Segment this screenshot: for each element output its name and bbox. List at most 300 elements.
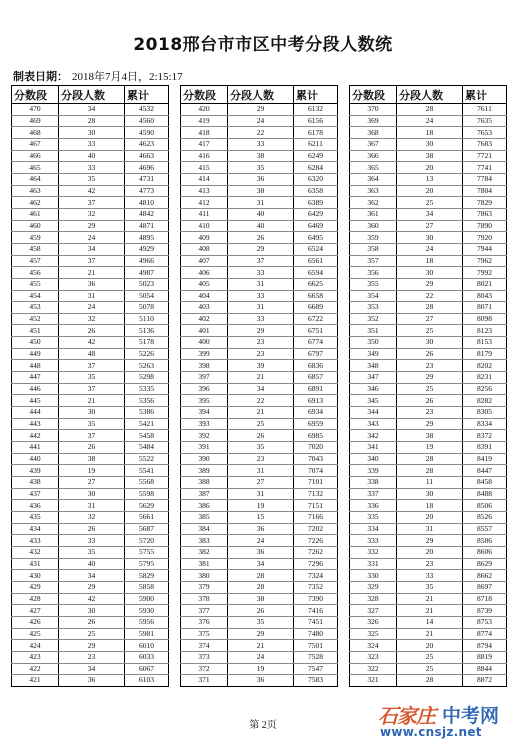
- cumulative-cell: 7202: [294, 523, 338, 535]
- band-count-cell: 25: [228, 418, 294, 430]
- band-count-cell: 40: [59, 558, 125, 570]
- band-count-cell: 28: [397, 465, 463, 477]
- band-count-cell: 20: [397, 511, 463, 523]
- cumulative-cell: 6284: [294, 162, 338, 174]
- cumulative-cell: 5829: [125, 570, 169, 582]
- cumulative-cell: 8098: [463, 313, 507, 325]
- score-band-cell: 399: [181, 348, 228, 360]
- band-count-cell: 18: [397, 255, 463, 267]
- cumulative-cell: 4590: [125, 127, 169, 139]
- band-count-cell: 30: [59, 605, 125, 617]
- table-row: [181, 150, 338, 162]
- band-count-cell: 33: [228, 313, 294, 325]
- cumulative-cell: 8372: [463, 430, 507, 442]
- band-count-cell: 23: [228, 337, 294, 349]
- cumulative-cell: 4842: [125, 208, 169, 220]
- table-row: [12, 418, 169, 430]
- cumulative-cell: 7132: [294, 488, 338, 500]
- table-row: [181, 546, 338, 558]
- band-count-cell: 30: [59, 127, 125, 139]
- cumulative-cell: 6985: [294, 430, 338, 442]
- band-count-cell: 29: [228, 325, 294, 337]
- band-count-cell: 29: [59, 640, 125, 652]
- table-row: [12, 348, 169, 360]
- score-band-cell: 426: [12, 616, 59, 628]
- table-row: [181, 628, 338, 640]
- band-count-cell: 38: [397, 430, 463, 442]
- score-band-cell: 432: [12, 546, 59, 558]
- score-band-cell: 380: [181, 570, 228, 582]
- table-row: [12, 337, 169, 349]
- score-band-cell: 452: [12, 313, 59, 325]
- table-row: [12, 442, 169, 454]
- band-count-cell: 38: [228, 185, 294, 197]
- table-row: [350, 593, 507, 605]
- cumulative-cell: 7416: [294, 605, 338, 617]
- table-row: [181, 616, 338, 628]
- cumulative-cell: 7020: [294, 442, 338, 454]
- cumulative-cell: 7262: [294, 546, 338, 558]
- band-count-cell: 37: [59, 255, 125, 267]
- cumulative-cell: 6429: [294, 208, 338, 220]
- cumulative-cell: 7721: [463, 150, 507, 162]
- table-row: [181, 675, 338, 687]
- cumulative-cell: 8606: [463, 546, 507, 558]
- cumulative-cell: 6689: [294, 302, 338, 314]
- score-table-2: [180, 85, 338, 687]
- table-row: [181, 593, 338, 605]
- score-band-cell: 355: [350, 278, 397, 290]
- band-count-cell: 32: [59, 313, 125, 325]
- band-count-cell: 37: [59, 383, 125, 395]
- score-band-cell: 390: [181, 453, 228, 465]
- table-row: [12, 581, 169, 593]
- cumulative-cell: 4987: [125, 267, 169, 279]
- score-band-cell: 357: [350, 255, 397, 267]
- table-row: [181, 337, 338, 349]
- band-count-cell: 27: [59, 477, 125, 489]
- table-row: [350, 395, 507, 407]
- score-band-cell: 346: [350, 383, 397, 395]
- band-count-cell: 22: [397, 290, 463, 302]
- cumulative-cell: 5687: [125, 523, 169, 535]
- table-row: [12, 138, 169, 150]
- band-count-cell: 24: [59, 302, 125, 314]
- table-row: [350, 243, 507, 255]
- band-count-cell: 40: [228, 220, 294, 232]
- table-row: [350, 173, 507, 185]
- score-band-cell: 425: [12, 628, 59, 640]
- table-row: [350, 127, 507, 139]
- score-band-cell: 364: [350, 173, 397, 185]
- score-band-cell: 354: [350, 290, 397, 302]
- table-row: [12, 173, 169, 185]
- table-row: [350, 290, 507, 302]
- table-row: [350, 302, 507, 314]
- cumulative-cell: 6959: [294, 418, 338, 430]
- band-count-cell: 42: [59, 185, 125, 197]
- cumulative-cell: 7741: [463, 162, 507, 174]
- score-band-cell: 382: [181, 546, 228, 558]
- cumulative-cell: 7583: [294, 675, 338, 687]
- table-row: [350, 477, 507, 489]
- score-band-cell: 373: [181, 651, 228, 663]
- table-row: [12, 523, 169, 535]
- band-count-cell: 34: [59, 104, 125, 116]
- header-score-band: 分数段: [12, 86, 59, 104]
- score-band-cell: 413: [181, 185, 228, 197]
- band-count-cell: 37: [59, 360, 125, 372]
- score-band-cell: 381: [181, 558, 228, 570]
- table-row: [350, 465, 507, 477]
- cumulative-cell: 4663: [125, 150, 169, 162]
- score-band-cell: 365: [350, 162, 397, 174]
- score-band-cell: 394: [181, 407, 228, 419]
- score-band-cell: 391: [181, 442, 228, 454]
- table-row: [181, 278, 338, 290]
- table-row: [12, 325, 169, 337]
- cumulative-cell: 7324: [294, 570, 338, 582]
- band-count-cell: 34: [228, 558, 294, 570]
- band-count-cell: 35: [228, 442, 294, 454]
- score-table-3: [349, 85, 507, 687]
- cumulative-cell: 5900: [125, 593, 169, 605]
- score-band-cell: 415: [181, 162, 228, 174]
- score-band-cell: 460: [12, 220, 59, 232]
- score-band-cell: 327: [350, 605, 397, 617]
- table-row: [350, 407, 507, 419]
- band-count-cell: 26: [228, 232, 294, 244]
- band-count-cell: 20: [397, 640, 463, 652]
- report-date: [13, 68, 183, 84]
- band-count-cell: 19: [59, 465, 125, 477]
- cumulative-cell: 5263: [125, 360, 169, 372]
- band-count-cell: 48: [59, 348, 125, 360]
- table-row: [181, 663, 338, 675]
- score-band-cell: 408: [181, 243, 228, 255]
- table-row: [350, 348, 507, 360]
- band-count-cell: 34: [59, 663, 125, 675]
- cumulative-cell: 6033: [125, 651, 169, 663]
- score-band-cell: 456: [12, 267, 59, 279]
- cumulative-cell: 5930: [125, 605, 169, 617]
- score-band-cell: 377: [181, 605, 228, 617]
- score-band-cell: 333: [350, 535, 397, 547]
- table-row: [12, 127, 169, 139]
- table-row: [350, 535, 507, 547]
- band-count-cell: 35: [228, 162, 294, 174]
- band-count-cell: 30: [397, 138, 463, 150]
- score-band-cell: 372: [181, 663, 228, 675]
- cumulative-cell: 6797: [294, 348, 338, 360]
- score-band-cell: 396: [181, 383, 228, 395]
- score-band-cell: 325: [350, 628, 397, 640]
- score-band-cell: 329: [350, 581, 397, 593]
- cumulative-cell: 8391: [463, 442, 507, 454]
- table-row: [181, 500, 338, 512]
- score-band-cell: 343: [350, 418, 397, 430]
- score-band-cell: 360: [350, 220, 397, 232]
- score-band-cell: 428: [12, 593, 59, 605]
- band-count-cell: 18: [397, 127, 463, 139]
- band-count-cell: 38: [228, 593, 294, 605]
- table-row: [12, 488, 169, 500]
- watermark-brand: 中考网: [442, 705, 500, 727]
- cumulative-cell: 8305: [463, 407, 507, 419]
- score-band-cell: 386: [181, 500, 228, 512]
- band-count-cell: 40: [59, 150, 125, 162]
- band-count-cell: 35: [59, 546, 125, 558]
- cumulative-cell: 6891: [294, 383, 338, 395]
- band-count-cell: 27: [397, 313, 463, 325]
- table-row: [12, 115, 169, 127]
- band-count-cell: 28: [59, 115, 125, 127]
- band-count-cell: 33: [59, 138, 125, 150]
- band-count-cell: 33: [228, 138, 294, 150]
- band-count-cell: 25: [397, 197, 463, 209]
- band-count-cell: 25: [397, 325, 463, 337]
- band-count-cell: 27: [228, 477, 294, 489]
- table-row: [181, 558, 338, 570]
- score-band-cell: 446: [12, 383, 59, 395]
- band-count-cell: 11: [397, 477, 463, 489]
- band-count-cell: 36: [228, 173, 294, 185]
- table-row: [12, 570, 169, 582]
- band-count-cell: 13: [397, 173, 463, 185]
- table-row: [12, 395, 169, 407]
- cumulative-cell: 6774: [294, 337, 338, 349]
- table-row: [350, 488, 507, 500]
- cumulative-cell: 6913: [294, 395, 338, 407]
- band-count-cell: 24: [397, 115, 463, 127]
- band-count-cell: 28: [397, 675, 463, 687]
- table-row: [181, 383, 338, 395]
- cumulative-cell: 8739: [463, 605, 507, 617]
- cumulative-cell: 5795: [125, 558, 169, 570]
- band-count-cell: 33: [397, 570, 463, 582]
- cumulative-cell: 6067: [125, 663, 169, 675]
- score-band-cell: 375: [181, 628, 228, 640]
- table-row: [181, 220, 338, 232]
- cumulative-cell: 5356: [125, 395, 169, 407]
- cumulative-cell: 8794: [463, 640, 507, 652]
- cumulative-cell: 7501: [294, 640, 338, 652]
- cumulative-cell: 5956: [125, 616, 169, 628]
- score-band-cell: 344: [350, 407, 397, 419]
- cumulative-cell: 8872: [463, 675, 507, 687]
- band-count-cell: 25: [397, 383, 463, 395]
- table-row: [181, 104, 338, 116]
- band-count-cell: 24: [228, 535, 294, 547]
- score-band-cell: 361: [350, 208, 397, 220]
- score-band-cell: 438: [12, 477, 59, 489]
- score-band-cell: 336: [350, 500, 397, 512]
- table-row: [181, 173, 338, 185]
- band-count-cell: 30: [397, 267, 463, 279]
- table-row: [350, 220, 507, 232]
- watermark-url: www.cnsjz.net: [380, 725, 482, 739]
- band-count-cell: 31: [228, 278, 294, 290]
- band-count-cell: 29: [228, 628, 294, 640]
- band-count-cell: 33: [228, 290, 294, 302]
- score-band-cell: 383: [181, 535, 228, 547]
- table-row: [350, 581, 507, 593]
- score-band-cell: 421: [12, 675, 59, 687]
- table-row: [12, 558, 169, 570]
- page-number: 第 2页: [249, 720, 277, 731]
- table-row: [350, 372, 507, 384]
- table-row: [350, 208, 507, 220]
- band-count-cell: 34: [59, 243, 125, 255]
- cumulative-cell: 6389: [294, 197, 338, 209]
- band-count-cell: 26: [228, 430, 294, 442]
- score-band-cell: 457: [12, 255, 59, 267]
- cumulative-cell: 4966: [125, 255, 169, 267]
- band-count-cell: 35: [59, 418, 125, 430]
- score-band-cell: 409: [181, 232, 228, 244]
- score-band-cell: 440: [12, 453, 59, 465]
- score-band-cell: 384: [181, 523, 228, 535]
- cumulative-cell: 6358: [294, 185, 338, 197]
- score-band-cell: 339: [350, 465, 397, 477]
- score-band-cell: 424: [12, 640, 59, 652]
- header-cumulative: 累计: [125, 86, 169, 104]
- cumulative-cell: 7226: [294, 535, 338, 547]
- cumulative-cell: 7528: [294, 651, 338, 663]
- score-band-cell: 454: [12, 290, 59, 302]
- table-row: [350, 605, 507, 617]
- band-count-cell: 28: [397, 104, 463, 116]
- score-band-cell: 449: [12, 348, 59, 360]
- table-row: [350, 197, 507, 209]
- band-count-cell: 21: [228, 407, 294, 419]
- score-band-cell: 345: [350, 395, 397, 407]
- band-count-cell: 35: [59, 372, 125, 384]
- cumulative-cell: 5421: [125, 418, 169, 430]
- score-band-cell: 328: [350, 593, 397, 605]
- score-band-cell: 439: [12, 465, 59, 477]
- table-row: [12, 372, 169, 384]
- cumulative-cell: 6751: [294, 325, 338, 337]
- cumulative-cell: 5226: [125, 348, 169, 360]
- table-row: [12, 593, 169, 605]
- cumulative-cell: 5541: [125, 465, 169, 477]
- table-row: [181, 267, 338, 279]
- band-count-cell: 19: [397, 442, 463, 454]
- cumulative-cell: 8447: [463, 465, 507, 477]
- band-count-cell: 21: [397, 593, 463, 605]
- cumulative-cell: 7480: [294, 628, 338, 640]
- score-band-cell: 389: [181, 465, 228, 477]
- band-count-cell: 28: [397, 453, 463, 465]
- cumulative-cell: 4895: [125, 232, 169, 244]
- table-row: [12, 407, 169, 419]
- table-row: [350, 523, 507, 535]
- band-count-cell: 40: [228, 208, 294, 220]
- score-band-cell: 397: [181, 372, 228, 384]
- score-band-cell: 455: [12, 278, 59, 290]
- score-band-cell: 369: [350, 115, 397, 127]
- score-band-cell: 433: [12, 535, 59, 547]
- table-row: [350, 640, 507, 652]
- score-band-cell: 451: [12, 325, 59, 337]
- table-row: [350, 185, 507, 197]
- score-band-cell: 371: [181, 675, 228, 687]
- band-count-cell: 20: [397, 185, 463, 197]
- cumulative-cell: 4731: [125, 173, 169, 185]
- table-row: [181, 127, 338, 139]
- score-band-cell: 324: [350, 640, 397, 652]
- band-count-cell: 29: [59, 220, 125, 232]
- score-band-cell: 334: [350, 523, 397, 535]
- table-row: [350, 442, 507, 454]
- cumulative-cell: 8231: [463, 372, 507, 384]
- table-row: [12, 535, 169, 547]
- table-row: [12, 185, 169, 197]
- cumulative-cell: 7074: [294, 465, 338, 477]
- score-band-cell: 359: [350, 232, 397, 244]
- table-row: [181, 255, 338, 267]
- table-row: [181, 290, 338, 302]
- band-count-cell: 36: [228, 675, 294, 687]
- score-band-cell: 400: [181, 337, 228, 349]
- table-row: [12, 616, 169, 628]
- score-band-cell: 326: [350, 616, 397, 628]
- cumulative-cell: 4773: [125, 185, 169, 197]
- table-row: [12, 208, 169, 220]
- band-count-cell: 21: [228, 372, 294, 384]
- table-row: [350, 162, 507, 174]
- table-row: [181, 640, 338, 652]
- cumulative-cell: 8179: [463, 348, 507, 360]
- cumulative-cell: 5110: [125, 313, 169, 325]
- band-count-cell: 30: [397, 232, 463, 244]
- score-band-cell: 367: [350, 138, 397, 150]
- score-band-cell: 436: [12, 500, 59, 512]
- band-count-cell: 26: [59, 325, 125, 337]
- band-count-cell: 29: [228, 243, 294, 255]
- table-row: [12, 267, 169, 279]
- band-count-cell: 31: [397, 523, 463, 535]
- score-band-cell: 447: [12, 372, 59, 384]
- score-band-cell: 370: [350, 104, 397, 116]
- band-count-cell: 26: [59, 442, 125, 454]
- table-row: [350, 558, 507, 570]
- header-score-band: 分数段: [350, 86, 397, 104]
- band-count-cell: 34: [397, 208, 463, 220]
- table-row: [181, 348, 338, 360]
- score-band-cell: 340: [350, 453, 397, 465]
- score-band-cell: 412: [181, 197, 228, 209]
- band-count-cell: 31: [59, 290, 125, 302]
- score-band-cell: 431: [12, 558, 59, 570]
- cumulative-cell: 7352: [294, 581, 338, 593]
- cumulative-cell: 7829: [463, 197, 507, 209]
- cumulative-cell: 5484: [125, 442, 169, 454]
- cumulative-cell: 8282: [463, 395, 507, 407]
- table-row: [350, 546, 507, 558]
- score-band-cell: 362: [350, 197, 397, 209]
- score-band-cell: 363: [350, 185, 397, 197]
- header-score-band: 分数段: [181, 86, 228, 104]
- report-date-value: 2018年7月4日，2:15:17: [72, 71, 183, 83]
- band-count-cell: 29: [228, 104, 294, 116]
- cumulative-cell: 5078: [125, 302, 169, 314]
- score-band-cell: 331: [350, 558, 397, 570]
- score-band-cell: 464: [12, 173, 59, 185]
- band-count-cell: 32: [59, 511, 125, 523]
- table-row: [181, 570, 338, 582]
